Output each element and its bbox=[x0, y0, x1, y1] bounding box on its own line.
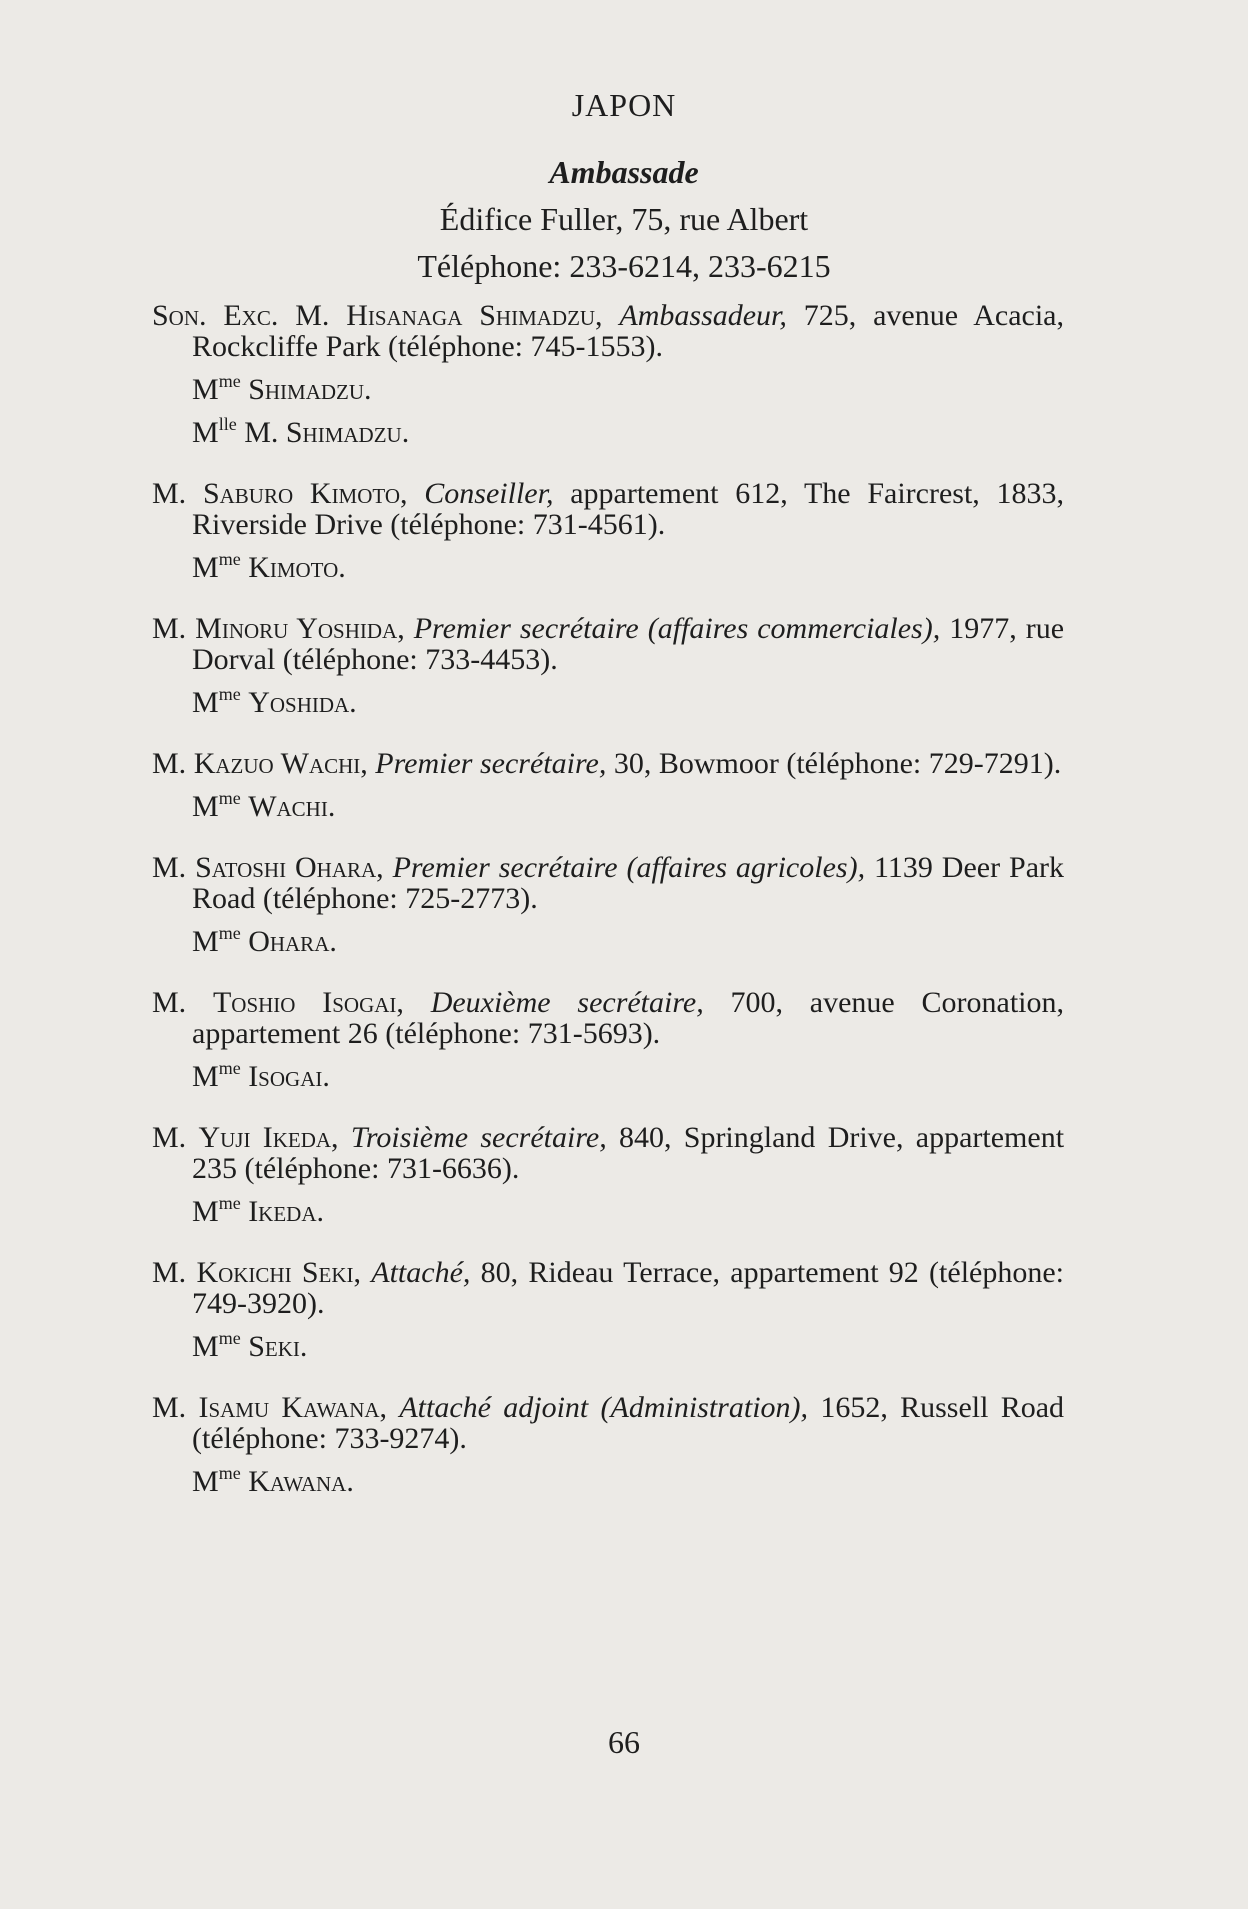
spouse-honorific-superscript: me bbox=[218, 1193, 241, 1213]
spouse-honorific-superscript: me bbox=[218, 684, 241, 704]
diplomat-entry bbox=[152, 613, 1064, 718]
mission-telephone: Téléphone: 233-6214, 233-6215 bbox=[417, 248, 831, 284]
spouse-honorific: M bbox=[192, 790, 219, 823]
diplomat-title: Conseiller, bbox=[424, 477, 554, 510]
diplomat-name: Isamu Kawana, bbox=[198, 1391, 388, 1424]
spouse-line bbox=[192, 549, 1064, 584]
country-heading: JAPON bbox=[571, 87, 677, 123]
diplomat-title: Troisième secrétaire, bbox=[350, 1121, 607, 1154]
spouse-line bbox=[192, 1058, 1064, 1093]
diplomat-name: Hisanaga Shimadzu, bbox=[346, 299, 603, 332]
spouse-line bbox=[192, 684, 1064, 719]
diplomat-name: Saburo Kimoto, bbox=[202, 477, 408, 510]
diplomat-details: 700, avenue Coronation, appartement 26 (téléphone: 731-5693). bbox=[192, 986, 1065, 1050]
spouse-honorific-superscript: me bbox=[218, 1328, 241, 1348]
diplomat-entry bbox=[152, 1392, 1064, 1497]
spouse-line bbox=[192, 923, 1064, 958]
diplomat-name: Toshio Isogai, bbox=[212, 986, 404, 1019]
diplomat-title: Ambassadeur, bbox=[619, 299, 787, 332]
name-prefix: M. bbox=[152, 1256, 187, 1289]
spouse-name: Yoshida. bbox=[248, 686, 357, 719]
diplomat-entry bbox=[152, 300, 1064, 448]
spouse-line bbox=[192, 414, 1064, 449]
diplomat-entry bbox=[152, 1122, 1064, 1227]
name-prefix: M. bbox=[152, 1391, 187, 1424]
spouse-name: Wachi. bbox=[248, 790, 336, 823]
spouse-name: Isogai. bbox=[248, 1060, 330, 1093]
spouse-honorific: M bbox=[192, 686, 219, 719]
spouse-honorific-superscript: me bbox=[218, 788, 241, 808]
diplomat-line bbox=[152, 748, 1064, 779]
name-prefix: Son. Exc. M. bbox=[152, 299, 330, 332]
name-prefix: M. bbox=[152, 986, 187, 1019]
spouse-honorific-superscript: me bbox=[218, 549, 241, 569]
mission-address: Édifice Fuller, 75, rue Albert bbox=[439, 201, 809, 237]
diplomat-line bbox=[152, 613, 1064, 675]
page-number: 66 bbox=[608, 1724, 640, 1760]
diplomat-entry bbox=[152, 748, 1064, 822]
name-prefix: M. bbox=[152, 747, 187, 780]
diplomat-name: Satoshi Ohara, bbox=[195, 851, 384, 884]
spouse-honorific: M bbox=[192, 1465, 219, 1498]
spouse-honorific: M bbox=[192, 373, 219, 406]
diplomat-title: Deuxième secrétaire, bbox=[430, 986, 704, 1019]
diplomat-title: Premier secrétaire, bbox=[375, 747, 607, 780]
spouse-name: Seki. bbox=[248, 1330, 308, 1363]
spouse-honorific-superscript: me bbox=[218, 1463, 241, 1483]
diplomat-line bbox=[152, 852, 1064, 914]
spouse-line bbox=[192, 371, 1064, 406]
diplomat-line bbox=[152, 1122, 1064, 1184]
spouse-name: M. Shimadzu. bbox=[244, 416, 410, 449]
spouse-honorific-superscript: me bbox=[218, 371, 241, 391]
diplomat-entry bbox=[152, 1257, 1064, 1362]
spouse-name: Ikeda. bbox=[248, 1195, 325, 1228]
diplomat-line bbox=[152, 1392, 1064, 1454]
diplomat-details: 725, avenue Acacia, Rockcliffe Park (téléphone: 745-1553). bbox=[192, 299, 1064, 363]
diplomat-entry bbox=[152, 852, 1064, 957]
spouse-line bbox=[192, 1463, 1064, 1498]
spouse-honorific: M bbox=[192, 551, 219, 584]
mission-type: Ambassade bbox=[549, 154, 699, 190]
name-prefix: M. bbox=[152, 851, 187, 884]
diplomat-details: appartement 612, The Faircrest, 1833, Riverside Drive (téléphone: 731-4561). bbox=[192, 477, 1065, 541]
spouse-name: Kawana. bbox=[248, 1465, 354, 1498]
spouse-line bbox=[192, 1193, 1064, 1228]
diplomat-title: Attaché adjoint (Administration), bbox=[399, 1391, 809, 1424]
spouse-honorific: M bbox=[192, 1195, 219, 1228]
spouse-honorific: M bbox=[192, 416, 219, 449]
diplomat-title: Premier secrétaire (affaires agricoles), bbox=[392, 851, 866, 884]
spouse-honorific-superscript: me bbox=[218, 1058, 241, 1078]
spouse-name: Ohara. bbox=[248, 925, 337, 958]
diplomat-list bbox=[152, 300, 1064, 1527]
spouse-name: Shimadzu. bbox=[248, 373, 372, 406]
spouse-name: Kimoto. bbox=[248, 551, 346, 584]
spouse-honorific-superscript: lle bbox=[218, 414, 237, 434]
diplomat-details: 1652, Russell Road (téléphone: 733-9274). bbox=[192, 1391, 1065, 1455]
diplomat-title: Premier secrétaire (affaires commerciales), bbox=[413, 612, 941, 645]
diplomat-line bbox=[152, 300, 1064, 362]
spouse-honorific-superscript: me bbox=[218, 923, 241, 943]
diplomat-details: 840, Springland Drive, appartement 235 (téléphone: 731-6636). bbox=[192, 1121, 1065, 1185]
diplomat-title: Attaché, bbox=[371, 1256, 471, 1289]
diplomat-name: Yuji Ikeda, bbox=[198, 1121, 339, 1154]
name-prefix: M. bbox=[152, 1121, 187, 1154]
spouse-honorific: M bbox=[192, 925, 219, 958]
diplomat-details: 30, Bowmoor (téléphone: 729-7291). bbox=[613, 747, 1062, 780]
diplomat-line bbox=[152, 478, 1064, 540]
spouse-honorific: M bbox=[192, 1330, 219, 1363]
spouse-honorific: M bbox=[192, 1060, 219, 1093]
name-prefix: M. bbox=[152, 477, 187, 510]
spouse-line bbox=[192, 1328, 1064, 1363]
diplomat-line bbox=[152, 1257, 1064, 1319]
diplomat-details: 1977, rue Dorval (téléphone: 733-4453). bbox=[192, 612, 1065, 676]
name-prefix: M. bbox=[152, 612, 187, 645]
diplomat-line bbox=[152, 987, 1064, 1049]
diplomat-entry bbox=[152, 478, 1064, 583]
diplomat-name: Minoru Yoshida, bbox=[195, 612, 405, 645]
diplomat-details: 80, Rideau Terrace, appartement 92 (téléphone: 749-3920). bbox=[192, 1256, 1065, 1320]
diplomat-name: Kazuo Wachi, bbox=[193, 747, 368, 780]
spouse-line bbox=[192, 788, 1064, 823]
diplomat-entry bbox=[152, 987, 1064, 1092]
diplomat-name: Kokichi Seki, bbox=[196, 1256, 362, 1289]
diplomat-details: 1139 Deer Park Road (téléphone: 725-2773). bbox=[192, 851, 1064, 915]
